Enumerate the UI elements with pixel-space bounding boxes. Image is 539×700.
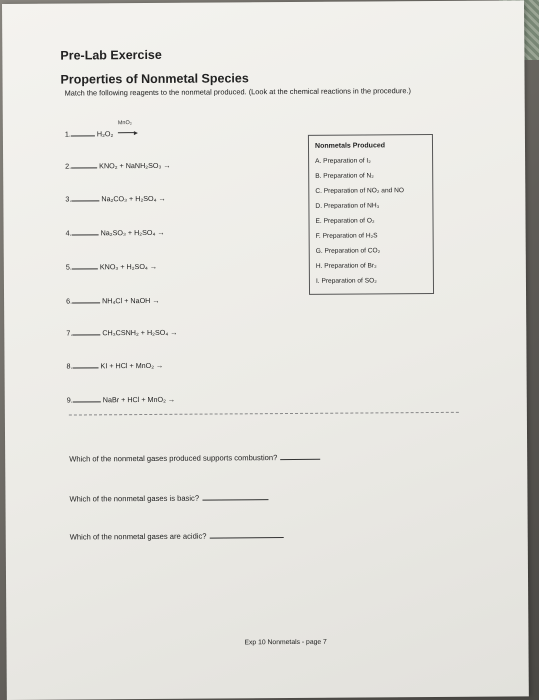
- question-equation: KNO₂ + NaNH₂SO₃ →: [99, 160, 171, 171]
- question-5: [66, 261, 157, 272]
- instructions: Match the following reagents to the nonmetal produced. (Look at the chemical reactions in the procedure.): [64, 86, 411, 98]
- followup-question-2: [69, 492, 268, 503]
- question-equation: Na₂CO₃ + H₂SO₄ →: [101, 193, 166, 204]
- followup-question-text: Which of the nonmetal gases are acidic?: [69, 531, 207, 542]
- answer-blank[interactable]: [202, 492, 268, 500]
- question-number: 7.: [66, 328, 73, 338]
- answer-blank[interactable]: [72, 295, 100, 303]
- nonmetal-option-g: G. Preparation of CO₂: [315, 247, 381, 255]
- followup-question-1: [69, 452, 320, 464]
- question-2: [65, 160, 170, 171]
- question-1: [65, 128, 113, 138]
- section-divider: [69, 412, 459, 416]
- answer-blank[interactable]: [71, 193, 99, 201]
- question-9: [67, 394, 175, 405]
- followup-question-text: Which of the nonmetal gases is basic?: [69, 493, 200, 504]
- question-equation: NaBr + HCl + MnO₂ →: [102, 394, 176, 405]
- answer-blank[interactable]: [209, 530, 283, 539]
- question-7: [66, 327, 177, 338]
- answer-blank[interactable]: [72, 360, 98, 368]
- answer-blank[interactable]: [72, 327, 100, 335]
- page-title: Pre-Lab Exercise: [60, 47, 162, 63]
- nonmetal-option-c: C. Preparation of NO₂ and NO: [315, 187, 405, 195]
- question-number: 1.: [64, 129, 71, 139]
- nonmetal-option-f: F. Preparation of H₂S: [315, 232, 378, 240]
- nonmetal-option-a: A. Preparation of I₂: [315, 157, 371, 165]
- question-8: [66, 360, 163, 371]
- question-number: 4.: [65, 228, 72, 238]
- answer-blank[interactable]: [72, 261, 98, 269]
- nonmetals-box-title: Nonmetals Produced: [314, 142, 386, 150]
- nonmetal-option-d: D. Preparation of NH₃: [315, 202, 380, 210]
- worksheet-page: [2, 0, 529, 700]
- question-number: 5.: [65, 262, 72, 272]
- answer-blank[interactable]: [73, 394, 101, 402]
- question-number: 2.: [65, 161, 72, 171]
- question-equation: NH₄Cl + NaOH →: [102, 295, 160, 306]
- page-subtitle: Properties of Nonmetal Species: [60, 71, 249, 87]
- question-number: 3.: [65, 194, 72, 204]
- question-equation: KNO₃ + H₂SO₄ →: [99, 261, 158, 272]
- question-equation: CH₃CSNH₂ + H₂SO₄ →: [102, 327, 178, 338]
- answer-blank[interactable]: [280, 452, 320, 460]
- catalyst-label: MnO₂: [117, 120, 132, 127]
- question-equation: H₂O₂: [96, 129, 114, 139]
- answer-blank[interactable]: [71, 160, 97, 168]
- nonmetal-option-i: I. Preparation of SO₂: [315, 277, 377, 285]
- question-4: [66, 227, 165, 238]
- nonmetal-option-h: H. Preparation of Br₂: [315, 262, 377, 270]
- followup-question-text: Which of the nonmetal gases produced supports combustion?: [69, 453, 278, 464]
- answer-blank[interactable]: [72, 227, 99, 235]
- question-3: [65, 193, 165, 204]
- question-number: 9.: [66, 395, 73, 405]
- page-footer: Exp 10 Nonmetals - page 7: [244, 638, 327, 647]
- nonmetal-option-e: E. Preparation of O₂: [315, 217, 375, 225]
- question-6: [66, 295, 160, 306]
- nonmetal-option-b: B. Preparation of N₂: [315, 172, 374, 180]
- question-equation: KI + HCl + MnO₂ →: [100, 360, 164, 371]
- question-number: 8.: [66, 361, 73, 371]
- question-number: 6.: [66, 296, 73, 306]
- question-equation: Na₂SO₃ + H₂SO₄ →: [100, 227, 165, 238]
- followup-question-3: [70, 530, 284, 541]
- reaction-arrow-icon: [118, 132, 136, 133]
- answer-blank[interactable]: [71, 128, 95, 136]
- nonmetals-produced-box: [308, 134, 434, 295]
